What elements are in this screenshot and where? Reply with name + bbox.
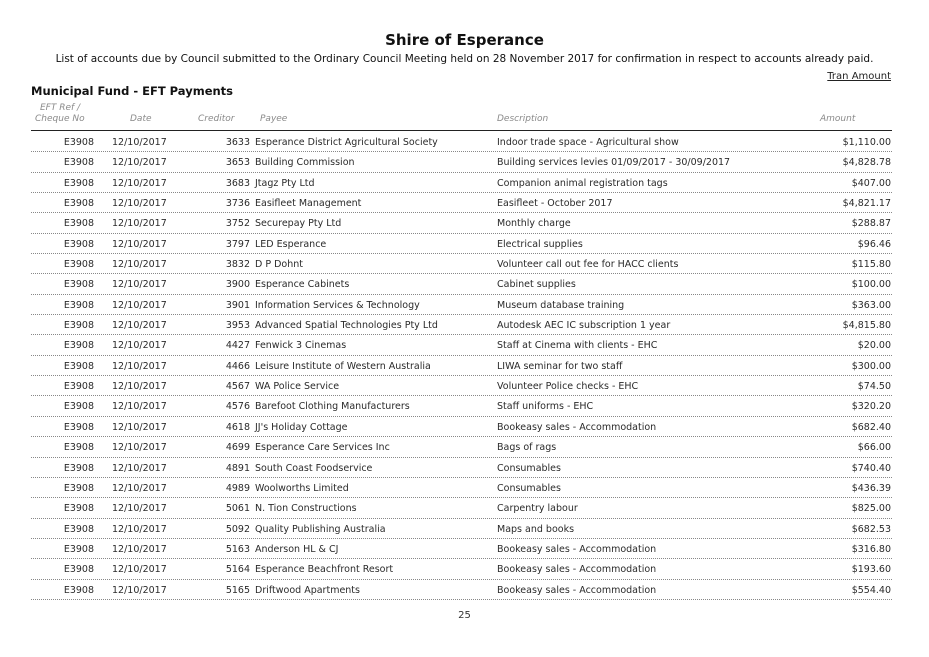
payments-table: [31, 132, 892, 600]
header-creditor: Creditor: [198, 114, 235, 124]
cell-amount: $436.39: [851, 482, 891, 494]
cell-description: Staff uniforms - EHC: [497, 401, 594, 413]
cell-creditor: 4989: [225, 482, 250, 494]
cell-payee: JJ's Holiday Cottage: [255, 421, 348, 433]
cell-description: Bookeasy sales - Accommodation: [497, 584, 657, 596]
cell-amount: $66.00: [857, 442, 891, 454]
cell-payee: Driftwood Apartments: [255, 584, 360, 596]
table-row: [31, 173, 892, 193]
cell-amount: $300.00: [851, 360, 891, 372]
cell-eft-ref: E3908: [63, 401, 94, 413]
cell-description: Museum database training: [497, 299, 625, 311]
cell-eft-ref: E3908: [63, 157, 94, 169]
cell-date: 12/10/2017: [112, 523, 167, 535]
cell-eft-ref: E3908: [63, 543, 94, 555]
cell-description: Bookeasy sales - Accommodation: [497, 421, 657, 433]
cell-description: Carpentry labour: [497, 503, 578, 515]
cell-eft-ref: E3908: [63, 340, 94, 352]
cell-eft-ref: E3908: [63, 320, 94, 332]
cell-payee: Securepay Pty Ltd: [255, 218, 342, 230]
cell-amount: $96.46: [857, 238, 891, 250]
cell-date: 12/10/2017: [112, 401, 167, 413]
table-row: [31, 376, 892, 396]
cell-date: 12/10/2017: [112, 259, 167, 271]
cell-date: 12/10/2017: [112, 320, 167, 332]
cell-amount: $825.00: [851, 503, 891, 515]
cell-date: 12/10/2017: [112, 198, 167, 210]
cell-payee: Easifleet Management: [255, 198, 362, 210]
cell-amount: $4,815.80: [842, 320, 891, 332]
cell-amount: $115.80: [851, 259, 891, 271]
cell-payee: South Coast Foodservice: [255, 462, 373, 474]
cell-eft-ref: E3908: [63, 360, 94, 372]
table-row: [31, 193, 892, 213]
cell-payee: Barefoot Clothing Manufacturers: [255, 401, 410, 413]
cell-date: 12/10/2017: [112, 177, 167, 189]
header-description: Description: [497, 114, 549, 124]
cell-eft-ref: E3908: [63, 137, 94, 148]
cell-description: Volunteer Police checks - EHC: [497, 381, 639, 393]
cell-eft-ref: E3908: [63, 218, 94, 230]
table-row: [31, 417, 892, 437]
cell-amount: $193.60: [851, 564, 891, 576]
cell-creditor: 4891: [225, 462, 250, 474]
cell-description: Bags of rags: [497, 442, 557, 454]
cell-amount: $4,821.17: [842, 198, 891, 210]
cell-description: Building services levies 01/09/2017 - 30/09/2017: [497, 157, 731, 169]
cell-creditor: 5061: [225, 503, 250, 515]
cell-creditor: 3901: [225, 299, 250, 311]
cell-amount: $288.87: [851, 218, 891, 230]
cell-date: 12/10/2017: [112, 381, 167, 393]
cell-date: 12/10/2017: [112, 584, 167, 596]
cell-date: 12/10/2017: [112, 238, 167, 250]
header-divider: [31, 130, 892, 131]
cell-creditor: 4576: [225, 401, 250, 413]
cell-description: LIWA seminar for two staff: [497, 360, 623, 372]
cell-amount: $100.00: [851, 279, 891, 291]
cell-date: 12/10/2017: [112, 503, 167, 515]
cell-description: Staff at Cinema with clients - EHC: [497, 340, 658, 352]
cell-date: 12/10/2017: [112, 157, 167, 169]
table-row: [31, 498, 892, 518]
cell-eft-ref: E3908: [63, 523, 94, 535]
cell-creditor: 4618: [225, 421, 250, 433]
table-row: [31, 254, 892, 274]
cell-creditor: 5163: [225, 543, 250, 555]
cell-date: 12/10/2017: [112, 421, 167, 433]
cell-payee: Jtagz Pty Ltd: [255, 177, 315, 189]
table-row: [31, 132, 892, 152]
table-row: [31, 396, 892, 416]
cell-amount: $740.40: [851, 462, 891, 474]
table-row: [31, 519, 892, 539]
cell-creditor: 5164: [225, 564, 250, 576]
cell-description: Maps and books: [497, 523, 575, 535]
cell-creditor: 3832: [225, 259, 250, 271]
cell-date: 12/10/2017: [112, 442, 167, 454]
cell-creditor: 4427: [225, 340, 250, 352]
cell-eft-ref: E3908: [63, 381, 94, 393]
cell-eft-ref: E3908: [63, 584, 94, 596]
header-cheque-no: Cheque No: [35, 114, 85, 124]
cell-amount: $4,828.78: [842, 157, 891, 169]
cell-eft-ref: E3908: [63, 503, 94, 515]
cell-payee: Leisure Institute of Western Australia: [255, 360, 431, 372]
cell-description: Electrical supplies: [497, 238, 583, 250]
table-row: [31, 356, 892, 376]
cell-date: 12/10/2017: [112, 218, 167, 230]
cell-creditor: 4466: [225, 360, 250, 372]
cell-payee: Esperance Beachfront Resort: [255, 564, 394, 576]
cell-creditor: 3736: [225, 198, 250, 210]
cell-eft-ref: E3908: [63, 421, 94, 433]
cell-payee: LED Esperance: [255, 238, 327, 250]
cell-date: 12/10/2017: [112, 482, 167, 494]
cell-amount: $407.00: [851, 177, 891, 189]
cell-description: Indoor trade space - Agricultural show: [497, 137, 679, 148]
cell-amount: $20.00: [857, 340, 891, 352]
cell-description: Consumables: [497, 462, 561, 474]
cell-date: 12/10/2017: [112, 299, 167, 311]
table-row: [31, 295, 892, 315]
cell-payee: D P Dohnt: [255, 259, 303, 271]
cell-date: 12/10/2017: [112, 340, 167, 352]
cell-payee: Building Commission: [255, 157, 355, 169]
table-row: [31, 315, 892, 335]
tran-amount-label: Tran Amount: [827, 71, 891, 82]
cell-date: 12/10/2017: [112, 462, 167, 474]
table-row: [31, 274, 892, 294]
cell-eft-ref: E3908: [63, 259, 94, 271]
cell-description: Monthly charge: [497, 218, 571, 230]
cell-creditor: 3683: [225, 177, 250, 189]
cell-amount: $320.20: [851, 401, 891, 413]
cell-creditor: 3900: [225, 279, 250, 291]
cell-amount: $682.40: [851, 421, 891, 433]
cell-description: Bookeasy sales - Accommodation: [497, 543, 657, 555]
cell-amount: $363.00: [851, 299, 891, 311]
cell-payee: N. Tion Constructions: [255, 503, 357, 515]
table-row: [31, 213, 892, 233]
table-row: [31, 580, 892, 600]
cell-payee: Anderson HL & CJ: [255, 543, 339, 555]
cell-date: 12/10/2017: [112, 564, 167, 576]
cell-payee: Fenwick 3 Cinemas: [255, 340, 347, 352]
header-amount: Amount: [820, 114, 856, 124]
cell-date: 12/10/2017: [112, 360, 167, 372]
cell-amount: $316.80: [851, 543, 891, 555]
cell-eft-ref: E3908: [63, 299, 94, 311]
cell-description: Cabinet supplies: [497, 279, 576, 291]
cell-eft-ref: E3908: [63, 482, 94, 494]
header-payee: Payee: [260, 114, 288, 124]
table-row: [31, 539, 892, 559]
cell-creditor: 5165: [225, 584, 250, 596]
document-title: Shire of Esperance: [385, 31, 544, 49]
section-title: Municipal Fund - EFT Payments: [31, 84, 234, 98]
cell-creditor: 4699: [225, 442, 250, 454]
cell-payee: Esperance Cabinets: [255, 279, 350, 291]
header-eft-ref: EFT Ref /: [40, 103, 81, 113]
cell-description: Volunteer call out fee for HACC clients: [497, 259, 679, 271]
table-row: [31, 152, 892, 172]
cell-description: Easifleet - October 2017: [497, 198, 613, 210]
cell-creditor: 5092: [225, 523, 250, 535]
cell-description: Consumables: [497, 482, 561, 494]
cell-amount: $74.50: [857, 381, 891, 393]
cell-description: Bookeasy sales - Accommodation: [497, 564, 657, 576]
cell-eft-ref: E3908: [63, 442, 94, 454]
cell-eft-ref: E3908: [63, 279, 94, 291]
cell-eft-ref: E3908: [63, 198, 94, 210]
cell-description: Autodesk AEC IC subscription 1 year: [497, 320, 671, 332]
cell-amount: $682.53: [851, 523, 891, 535]
table-row: [31, 559, 892, 579]
cell-payee: Advanced Spatial Technologies Pty Ltd: [255, 320, 438, 332]
table-row: [31, 437, 892, 457]
header-date: Date: [130, 114, 152, 124]
cell-eft-ref: E3908: [63, 462, 94, 474]
cell-creditor: 3633: [225, 137, 250, 148]
cell-eft-ref: E3908: [63, 564, 94, 576]
cell-creditor: 3752: [225, 218, 250, 230]
cell-amount: $554.40: [851, 584, 891, 596]
cell-creditor: 3797: [225, 238, 250, 250]
page-number: 25: [458, 610, 471, 621]
cell-date: 12/10/2017: [112, 279, 167, 291]
cell-payee: Esperance District Agricultural Society: [255, 137, 438, 148]
cell-eft-ref: E3908: [63, 177, 94, 189]
cell-payee: WA Police Service: [255, 381, 340, 393]
table-row: [31, 234, 892, 254]
cell-date: 12/10/2017: [112, 543, 167, 555]
cell-payee: Quality Publishing Australia: [255, 523, 386, 535]
cell-description: Companion animal registration tags: [497, 177, 668, 189]
cell-creditor: 3953: [225, 320, 250, 332]
cell-eft-ref: E3908: [63, 238, 94, 250]
table-row: [31, 458, 892, 478]
cell-date: 12/10/2017: [112, 137, 167, 148]
cell-amount: $1,110.00: [842, 137, 891, 148]
table-row: [31, 478, 892, 498]
document-subtitle: List of accounts due by Council submitted to the Ordinary Council Meeting held on 28 November 2017 for confirmation in respect to accounts already paid.: [55, 53, 874, 65]
table-row: [31, 335, 892, 355]
cell-creditor: 3653: [225, 157, 250, 169]
cell-payee: Esperance Care Services Inc: [255, 442, 390, 454]
cell-payee: Information Services & Technology: [255, 299, 420, 311]
cell-payee: Woolworths Limited: [255, 482, 349, 494]
cell-creditor: 4567: [225, 381, 250, 393]
